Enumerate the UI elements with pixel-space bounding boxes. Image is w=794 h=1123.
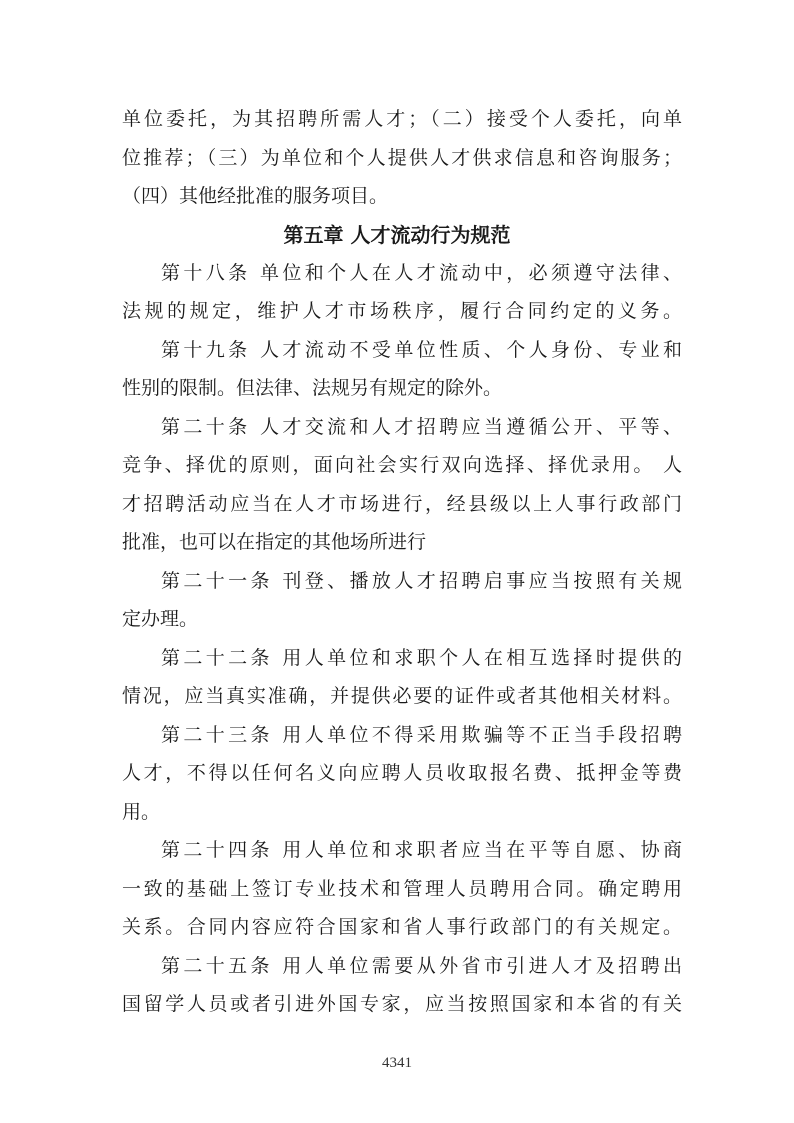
article-25-line: 第二十五条 用人单位需要从外省市引进人才及招聘出: [161, 955, 682, 977]
text-line: 单位委托，为其招聘所需人才；（二）接受个人委托，向单: [122, 108, 682, 130]
text-line: （四）其他经批准的服务项目。: [122, 185, 389, 207]
article-20-line: 第二十条 人才交流和人才招聘应当遵循公开、平等、: [161, 416, 682, 438]
article-23-line: 人才，不得以任何名义向应聘人员收取报名费、抵押金等费: [122, 762, 682, 784]
article-25-line: 国留学人员或者引进外国专家，应当按照国家和本省的有关: [122, 993, 682, 1015]
article-18-line: 法规的规定，维护人才市场秩序，履行合同约定的义务。: [122, 300, 682, 322]
page-number: 4341: [382, 1055, 412, 1071]
article-20-line: 批准，也可以在指定的其他场所进行: [122, 531, 427, 553]
article-20-line: 竞争、择优的原则，面向社会实行双向选择、择优录用。 人: [122, 454, 682, 476]
article-21-line: 第二十一条 刊登、播放人才招聘启事应当按照有关规: [161, 570, 682, 592]
article-19-line: 性别的限制。但法律、法规另有规定的除外。: [122, 377, 503, 399]
article-23-line: 用。: [122, 801, 161, 823]
article-19-line: 第十九条 人才流动不受单位性质、个人身份、专业和: [161, 339, 682, 361]
article-23-line: 第二十三条 用人单位不得采用欺骗等不正当手段招聘: [161, 724, 682, 746]
article-18-line: 第十八条 单位和个人在人才流动中，必须遵守法律、: [161, 262, 682, 284]
article-24-line: 第二十四条 用人单位和求职者应当在平等自愿、协商: [161, 839, 682, 861]
article-22-line: 情况，应当真实准确，并提供必要的证件或者其他相关材料。: [122, 685, 682, 707]
text-line: 位推荐；（三）为单位和个人提供人才供求信息和咨询服务；: [122, 147, 682, 169]
article-24-line: 一致的基础上签订专业技术和管理人员聘用合同。确定聘用: [122, 878, 682, 900]
article-21-line: 定办理。: [122, 608, 199, 630]
chapter-heading: 第五章 人才流动行为规范: [283, 223, 511, 247]
article-24-line: 关系。合同内容应符合国家和省人事行政部门的有关规定。: [122, 916, 682, 938]
article-22-line: 第二十二条 用人单位和求职个人在相互选择时提供的: [161, 647, 682, 669]
article-20-line: 才招聘活动应当在人才市场进行，经县级以上人事行政部门: [122, 493, 682, 515]
